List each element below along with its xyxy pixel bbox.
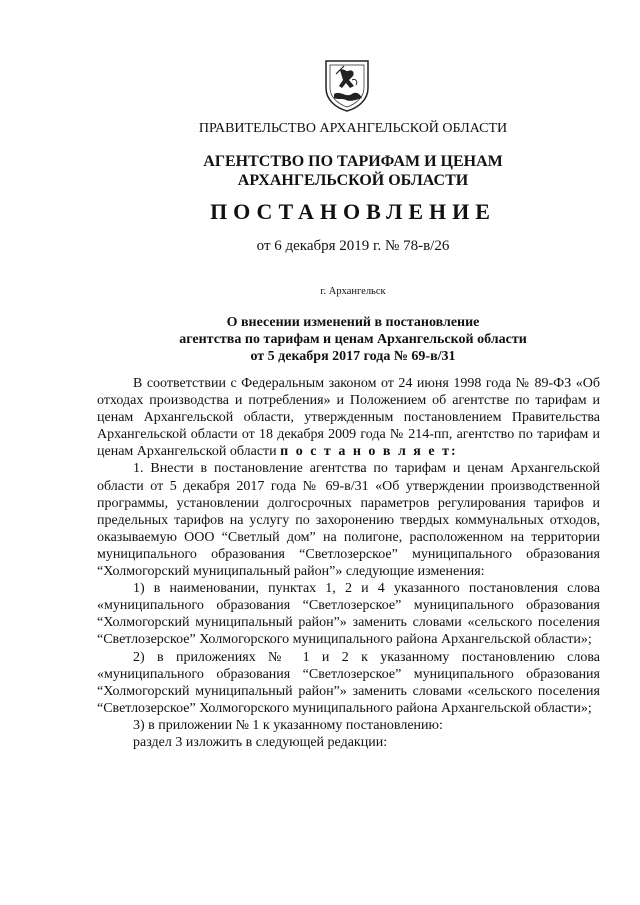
- document-date-number: от 6 декабря 2019 г. № 78-в/26: [256, 238, 450, 254]
- body-intro-paragraph: [97, 375, 600, 460]
- body-paragraph-5: раздел 3 изложить в следующей редакции:: [133, 734, 388, 750]
- resolves-keyword: п о с т а н о в л я е т:: [280, 444, 458, 460]
- subject-line-1: О внесении изменений в постановление: [226, 315, 480, 330]
- body-paragraph-3: 2) в приложениях № 1 и 2 к указанному постановлению слова «муниципального образования “Светлозерское” муниципального образования “Холмогорский муниципальный район”» заменить словами «сельского поселения “Светлозерское” Холмогорского муниципального района Архангельской области»;: [97, 649, 600, 716]
- body-intro-text: В соответствии с Федеральным законом от 24 июня 1998 года № 89-ФЗ «Об отходах производства и потребления» и Положением об агентстве по тарифам и ценам Архангельской области, утвержденным постановлением Правительства Архангельской области от 18 декабря 2009 года № 214-пп, агентство по тарифам и ценам Архангельской области: [97, 376, 600, 460]
- body-paragraph-1: 1. Внести в постановление агентства по тарифам и ценам Архангельской области от 5 декабря 2017 года № 69-в/31 «Об утверждении производственной программы, установлении долгосрочных параметров регулирования тарифов и предельных тарифов на услугу по захоронению твердых коммунальных отходов, оказываемую ООО “Светлый дом” на полигоне, расположенном на территории муниципального образования “Светлозерское” муниципального образования “Холмогорский муниципальный район”» следующие изменения:: [97, 461, 600, 580]
- body-paragraph-4: 3) в приложении № 1 к указанному постановлению:: [133, 717, 443, 733]
- agency-name-line-2: АРХАНГЕЛЬСКОЙ ОБЛАСТИ: [237, 172, 469, 189]
- government-name: ПРАВИТЕЛЬСТВО АРХАНГЕЛЬСКОЙ ОБЛАСТИ: [198, 121, 508, 136]
- subject-line-2: агентства по тарифам и ценам Архангельской области: [179, 332, 527, 347]
- agency-name-line-1: АГЕНТСТВО ПО ТАРИФАМ И ЦЕНАМ: [203, 153, 503, 170]
- document-type-title: ПОСТАНОВЛЕНИЕ: [210, 199, 496, 224]
- document-subject: [0, 314, 640, 365]
- document-city: г. Архангельск: [320, 286, 386, 297]
- subject-line-3: от 5 декабря 2017 года № 69-в/31: [250, 349, 456, 364]
- arkhangelsk-coat-of-arms-icon: [322, 58, 372, 112]
- body-paragraph-2: 1) в наименовании, пунктах 1, 2 и 4 указанного постановления слова «муниципального образования “Светлозерское” муниципального образования “Холмогорский муниципальный район”» заменить словами «сельского поселения “Светлозерское” Холмогорского муниципального района Архангельской области»;: [97, 581, 600, 648]
- agency-name: [0, 152, 640, 190]
- document-body: [97, 375, 600, 751]
